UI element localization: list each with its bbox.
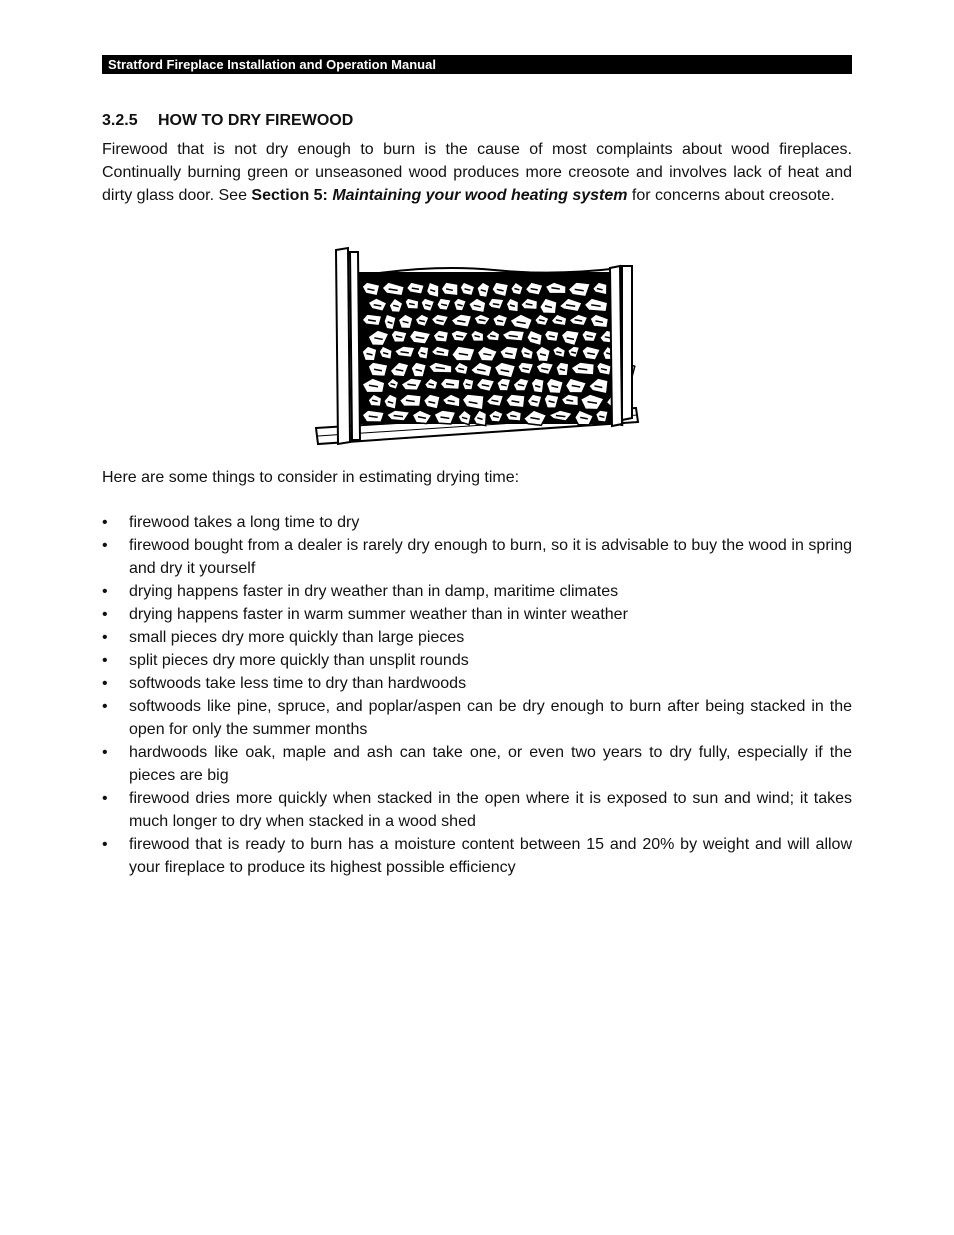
list-item: • firewood that is ready to burn has a moisture content between 15 and 20% by weight and will allow your fireplace to produce its highest possible efficiency	[102, 833, 852, 879]
list-item: • firewood bought from a dealer is rarely dry enough to burn, so it is advisable to buy the wood in spring and dry it yourself	[102, 534, 852, 580]
bullet-icon: •	[102, 790, 108, 807]
section-reference-title: Maintaining your wood heating system	[332, 187, 628, 204]
bullet-icon: •	[102, 744, 108, 761]
manual-title: Stratford Fireplace Installation and Operation Manual	[108, 57, 436, 72]
drying-tips-list	[102, 511, 852, 879]
list-item: • small pieces dry more quickly than large pieces	[102, 626, 852, 649]
list-item: • split pieces dry more quickly than unsplit rounds	[102, 649, 852, 672]
log-end	[546, 378, 563, 394]
section-title: HOW TO DRY FIREWOOD	[158, 112, 354, 129]
bullet-icon: •	[102, 698, 108, 715]
section-number: 3.2.5	[102, 112, 138, 129]
list-item: • drying happens faster in warm summer weather than in winter weather	[102, 603, 852, 626]
manual-header-bar	[102, 55, 852, 74]
firewood-stack-icon	[314, 246, 640, 452]
log-end	[531, 378, 544, 393]
section-heading	[102, 112, 353, 130]
bullet-icon: •	[102, 537, 108, 554]
intro-text-1: Firewood that is not dry enough to burn is the cause of most complaints about wood fireplaces. Continually burning green or unseasoned wood produces more creosote and involves lack of heat and dirty glass door. See	[102, 141, 852, 204]
lead-text: Here are some things to consider in estimating drying time:	[102, 469, 520, 486]
list-item: • softwoods like pine, spruce, and poplar/aspen can be dry enough to burn after being stacked in the open for only the summer months	[102, 695, 852, 741]
list-item: • drying happens faster in dry weather than in damp, maritime climates	[102, 580, 852, 603]
bullet-icon: •	[102, 606, 108, 623]
bullet-icon: •	[102, 629, 108, 646]
list-item: • firewood dries more quickly when stacked in the open where it is exposed to sun and wind; it takes much longer to dry when stacked in a wood shed	[102, 787, 852, 833]
list-item: • hardwoods like oak, maple and ash can take one, or even two years to dry fully, especially if the pieces are big	[102, 741, 852, 787]
list-item: • softwoods take less time to dry than hardwoods	[102, 672, 852, 695]
section-reference: Section 5:	[251, 187, 333, 204]
bullet-icon: •	[102, 836, 108, 853]
bullet-icon: •	[102, 652, 108, 669]
firewood-stack-illustration	[314, 246, 640, 452]
intro-text-2: for concerns about creosote.	[627, 187, 835, 204]
bullet-icon: •	[102, 675, 108, 692]
bullet-icon: •	[102, 514, 108, 531]
log-end	[384, 314, 396, 330]
bullet-icon: •	[102, 583, 108, 600]
intro-paragraph	[102, 138, 852, 207]
list-item: • firewood takes a long time to dry	[102, 511, 852, 534]
